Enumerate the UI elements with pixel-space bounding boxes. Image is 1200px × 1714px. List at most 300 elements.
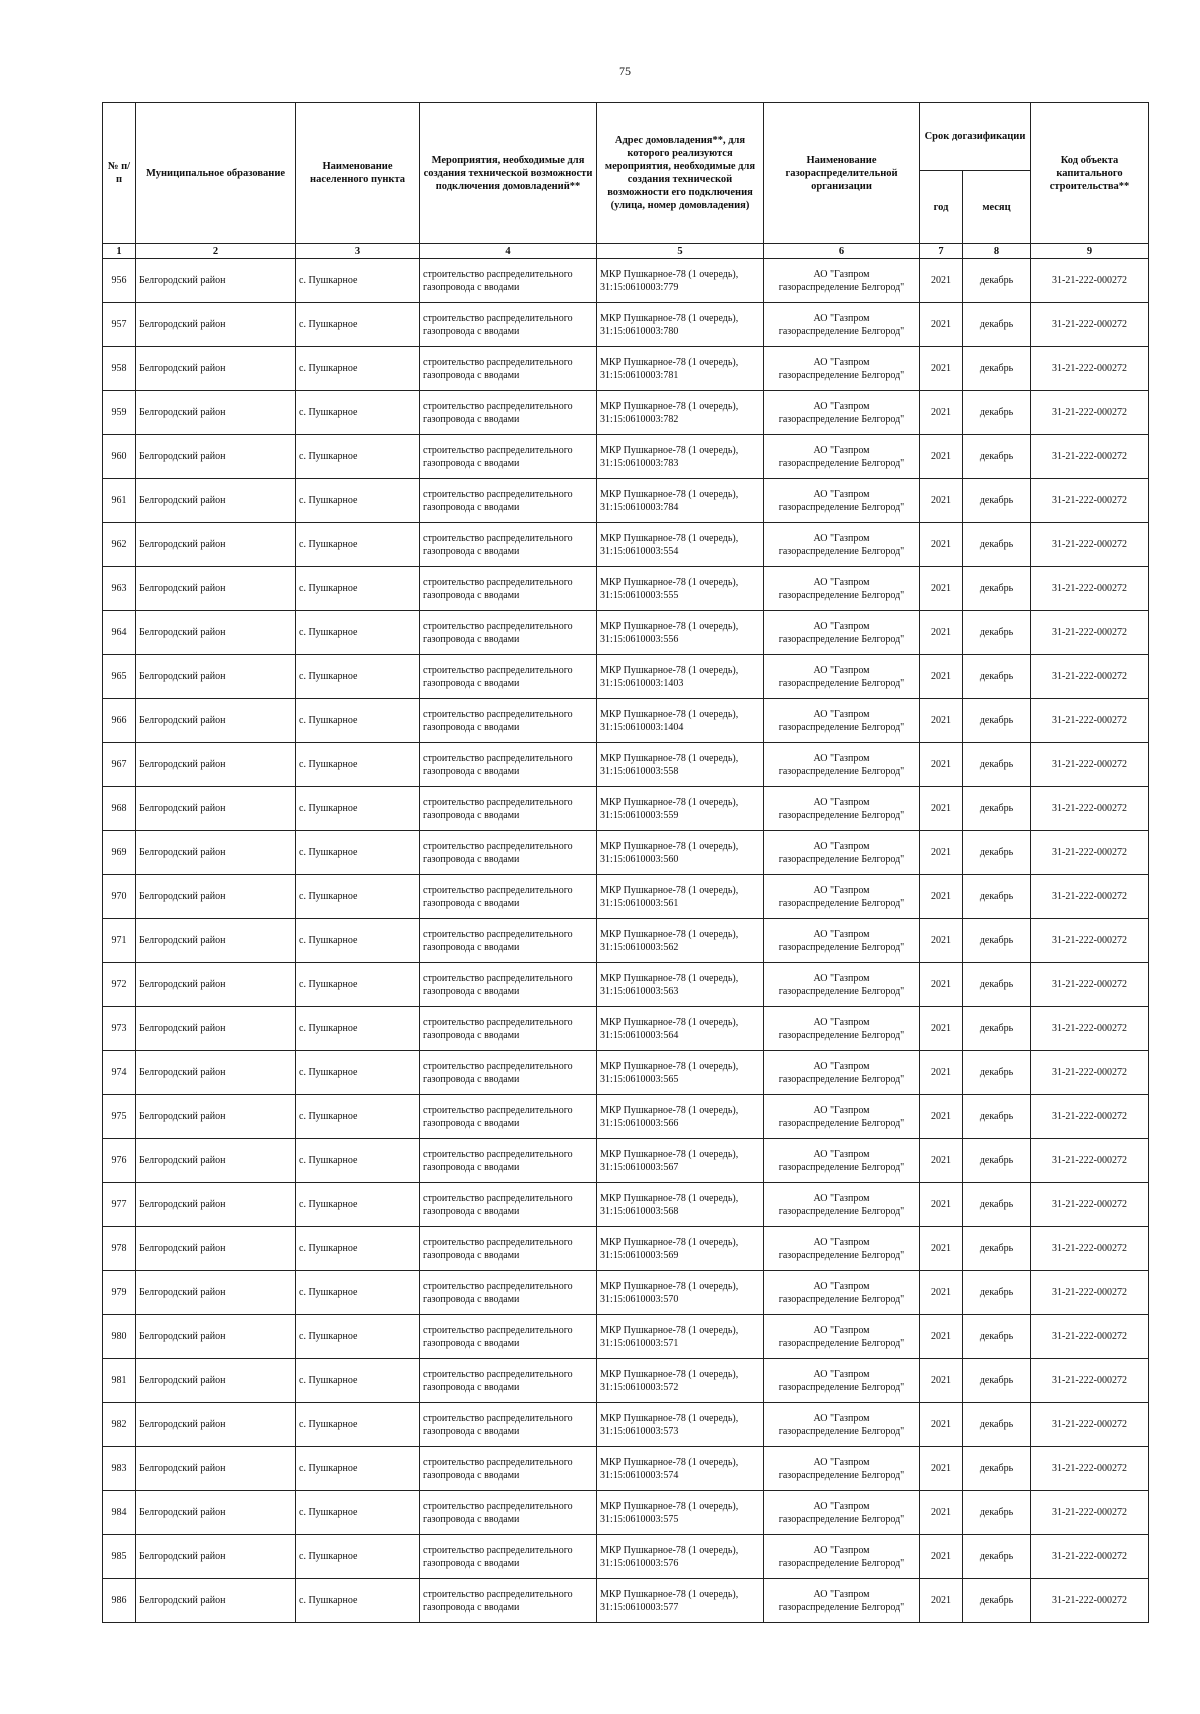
- row-gas-org: [764, 1447, 920, 1491]
- row-gas-org-line: газораспределение Белгород": [778, 941, 905, 953]
- row-address: [597, 1183, 764, 1227]
- row-cadastral-number: 31:15:0610003:782: [600, 413, 679, 425]
- column-number: 8: [963, 244, 1031, 259]
- row-address-line: МКР Пушкарное-78 (1 очередь),: [600, 1104, 739, 1116]
- row-gas-org: [764, 655, 920, 699]
- row-settlement: с. Пушкарное: [296, 1447, 420, 1491]
- row-address-line: МКР Пушкарное-78 (1 очередь),: [600, 1016, 739, 1028]
- column-number: 6: [764, 244, 920, 259]
- row-activity: строительство распределительного газопровода с вводами: [420, 523, 597, 567]
- row-gas-org: [764, 1403, 920, 1447]
- row-year: 2021: [920, 1315, 963, 1359]
- row-object-code: 31-21-222-000272: [1031, 875, 1149, 919]
- row-activity: строительство распределительного газопровода с вводами: [420, 963, 597, 1007]
- row-activity: строительство распределительного газопровода с вводами: [420, 1447, 597, 1491]
- row-municipality: Белгородский район: [136, 1271, 296, 1315]
- header-num: № п/п: [103, 103, 136, 244]
- row-gas-org-line: газораспределение Белгород": [778, 1161, 905, 1173]
- page-number: 75: [619, 64, 631, 78]
- row-address: [597, 1491, 764, 1535]
- row-activity: строительство распределительного газопровода с вводами: [420, 787, 597, 831]
- row-address-line: МКР Пушкарное-78 (1 очередь),: [600, 1412, 739, 1424]
- row-year: 2021: [920, 1403, 963, 1447]
- row-cadastral-number: 31:15:0610003:574: [600, 1469, 679, 1481]
- table-row: [103, 699, 1149, 743]
- row-number: 966: [103, 699, 136, 743]
- row-gas-org-line: газораспределение Белгород": [778, 633, 905, 645]
- row-year: 2021: [920, 611, 963, 655]
- row-number: 973: [103, 1007, 136, 1051]
- row-cadastral-number: 31:15:0610003:559: [600, 809, 679, 821]
- row-month: декабрь: [963, 1315, 1031, 1359]
- row-settlement: с. Пушкарное: [296, 435, 420, 479]
- header-municipality: Муниципальное образование: [136, 103, 296, 244]
- row-address: [597, 1535, 764, 1579]
- row-number: 974: [103, 1051, 136, 1095]
- row-cadastral-number: 31:15:0610003:571: [600, 1337, 679, 1349]
- row-municipality: Белгородский район: [136, 1491, 296, 1535]
- row-gas-org-line: АО "Газпром: [813, 444, 870, 456]
- row-address: [597, 699, 764, 743]
- row-object-code: 31-21-222-000272: [1031, 259, 1149, 303]
- row-number: 978: [103, 1227, 136, 1271]
- row-number: 965: [103, 655, 136, 699]
- table-row: [103, 743, 1149, 787]
- row-municipality: Белгородский район: [136, 259, 296, 303]
- row-address: [597, 391, 764, 435]
- row-cadastral-number: 31:15:0610003:572: [600, 1381, 679, 1393]
- row-number: 958: [103, 347, 136, 391]
- row-address-line: МКР Пушкарное-78 (1 очередь),: [600, 1368, 739, 1380]
- row-address-line: МКР Пушкарное-78 (1 очередь),: [600, 1148, 739, 1160]
- table-row: [103, 479, 1149, 523]
- row-activity: строительство распределительного газопровода с вводами: [420, 1579, 597, 1623]
- row-object-code: 31-21-222-000272: [1031, 963, 1149, 1007]
- row-activity: строительство распределительного газопровода с вводами: [420, 743, 597, 787]
- row-gas-org-line: газораспределение Белгород": [778, 809, 905, 821]
- row-address: [597, 919, 764, 963]
- row-month: декабрь: [963, 1579, 1031, 1623]
- row-year: 2021: [920, 347, 963, 391]
- row-number: 957: [103, 303, 136, 347]
- row-settlement: с. Пушкарное: [296, 1315, 420, 1359]
- row-address-line: МКР Пушкарное-78 (1 очередь),: [600, 796, 739, 808]
- row-address-line: МКР Пушкарное-78 (1 очередь),: [600, 1060, 739, 1072]
- row-address-line: МКР Пушкарное-78 (1 очередь),: [600, 1280, 739, 1292]
- row-gas-org-line: газораспределение Белгород": [778, 1293, 905, 1305]
- row-gas-org-line: АО "Газпром: [813, 1192, 870, 1204]
- row-settlement: с. Пушкарное: [296, 1183, 420, 1227]
- row-year: 2021: [920, 435, 963, 479]
- row-month: декабрь: [963, 1271, 1031, 1315]
- table-row: [103, 1007, 1149, 1051]
- row-number: 962: [103, 523, 136, 567]
- row-address: [597, 259, 764, 303]
- table-row: [103, 1095, 1149, 1139]
- row-gas-org: [764, 831, 920, 875]
- row-address-line: МКР Пушкарное-78 (1 очередь),: [600, 1456, 739, 1468]
- row-settlement: с. Пушкарное: [296, 831, 420, 875]
- row-settlement: с. Пушкарное: [296, 963, 420, 1007]
- column-number: 9: [1031, 244, 1149, 259]
- row-address-line: МКР Пушкарное-78 (1 очередь),: [600, 1324, 739, 1336]
- row-activity: строительство распределительного газопровода с вводами: [420, 655, 597, 699]
- row-month: декабрь: [963, 1183, 1031, 1227]
- row-activity: строительство распределительного газопровода с вводами: [420, 391, 597, 435]
- row-municipality: Белгородский район: [136, 1359, 296, 1403]
- row-settlement: с. Пушкарное: [296, 1095, 420, 1139]
- row-gas-org-line: АО "Газпром: [813, 1236, 870, 1248]
- row-municipality: Белгородский район: [136, 435, 296, 479]
- row-cadastral-number: 31:15:0610003:779: [600, 281, 679, 293]
- row-address: [597, 963, 764, 1007]
- row-month: декабрь: [963, 1359, 1031, 1403]
- row-gas-org-line: АО "Газпром: [813, 1104, 870, 1116]
- gasification-table: [102, 102, 1149, 1623]
- row-gas-org-line: газораспределение Белгород": [778, 545, 905, 557]
- row-gas-org: [764, 787, 920, 831]
- row-object-code: 31-21-222-000272: [1031, 611, 1149, 655]
- row-month: декабрь: [963, 567, 1031, 611]
- row-object-code: 31-21-222-000272: [1031, 1315, 1149, 1359]
- column-number: 2: [136, 244, 296, 259]
- row-gas-org-line: АО "Газпром: [813, 400, 870, 412]
- row-gas-org-line: газораспределение Белгород": [778, 1381, 905, 1393]
- row-activity: строительство распределительного газопровода с вводами: [420, 1315, 597, 1359]
- row-object-code: 31-21-222-000272: [1031, 919, 1149, 963]
- row-address-line: МКР Пушкарное-78 (1 очередь),: [600, 884, 739, 896]
- row-gas-org: [764, 963, 920, 1007]
- row-activity: строительство распределительного газопровода с вводами: [420, 1535, 597, 1579]
- row-address-line: МКР Пушкарное-78 (1 очередь),: [600, 1192, 739, 1204]
- row-number: 979: [103, 1271, 136, 1315]
- table-row: [103, 1183, 1149, 1227]
- header-settlement: Наименование населенного пункта: [296, 103, 420, 244]
- column-number: 7: [920, 244, 963, 259]
- row-gas-org-line: газораспределение Белгород": [778, 985, 905, 997]
- row-settlement: с. Пушкарное: [296, 1579, 420, 1623]
- row-activity: строительство распределительного газопровода с вводами: [420, 303, 597, 347]
- header-month: месяц: [963, 171, 1031, 244]
- row-activity: строительство распределительного газопровода с вводами: [420, 1007, 597, 1051]
- row-gas-org-line: газораспределение Белгород": [778, 1073, 905, 1085]
- row-month: декабрь: [963, 391, 1031, 435]
- row-activity: строительство распределительного газопровода с вводами: [420, 479, 597, 523]
- row-year: 2021: [920, 875, 963, 919]
- row-year: 2021: [920, 1007, 963, 1051]
- row-address: [597, 1359, 764, 1403]
- row-settlement: с. Пушкарное: [296, 919, 420, 963]
- header-deadline: Срок догазификации: [920, 103, 1031, 171]
- row-month: декабрь: [963, 787, 1031, 831]
- column-number-row: [103, 244, 1149, 259]
- row-object-code: 31-21-222-000272: [1031, 743, 1149, 787]
- row-settlement: с. Пушкарное: [296, 655, 420, 699]
- row-number: 969: [103, 831, 136, 875]
- row-gas-org: [764, 567, 920, 611]
- row-gas-org-line: газораспределение Белгород": [778, 1337, 905, 1349]
- row-address-line: МКР Пушкарное-78 (1 очередь),: [600, 708, 739, 720]
- row-gas-org: [764, 1271, 920, 1315]
- row-gas-org-line: АО "Газпром: [813, 1016, 870, 1028]
- row-object-code: 31-21-222-000272: [1031, 479, 1149, 523]
- row-gas-org-line: газораспределение Белгород": [778, 1425, 905, 1437]
- row-number: 982: [103, 1403, 136, 1447]
- row-gas-org-line: газораспределение Белгород": [778, 1029, 905, 1041]
- row-gas-org-line: АО "Газпром: [813, 1280, 870, 1292]
- row-month: декабрь: [963, 1227, 1031, 1271]
- row-address: [597, 1051, 764, 1095]
- row-address: [597, 1095, 764, 1139]
- table-row: [103, 787, 1149, 831]
- row-settlement: с. Пушкарное: [296, 391, 420, 435]
- row-cadastral-number: 31:15:0610003:554: [600, 545, 679, 557]
- row-year: 2021: [920, 1183, 963, 1227]
- row-activity: строительство распределительного газопровода с вводами: [420, 1095, 597, 1139]
- row-year: 2021: [920, 1051, 963, 1095]
- row-settlement: с. Пушкарное: [296, 479, 420, 523]
- row-address: [597, 435, 764, 479]
- table-row: [103, 1315, 1149, 1359]
- row-object-code: 31-21-222-000272: [1031, 1491, 1149, 1535]
- row-year: 2021: [920, 259, 963, 303]
- row-object-code: 31-21-222-000272: [1031, 435, 1149, 479]
- header-year: год: [920, 171, 963, 244]
- table-row: [103, 435, 1149, 479]
- row-gas-org-line: АО "Газпром: [813, 1412, 870, 1424]
- row-address: [597, 1315, 764, 1359]
- row-number: 981: [103, 1359, 136, 1403]
- row-gas-org-line: АО "Газпром: [813, 1368, 870, 1380]
- row-address: [597, 479, 764, 523]
- row-number: 980: [103, 1315, 136, 1359]
- table-row: [103, 875, 1149, 919]
- row-gas-org-line: АО "Газпром: [813, 884, 870, 896]
- row-settlement: с. Пушкарное: [296, 787, 420, 831]
- row-address: [597, 611, 764, 655]
- row-gas-org: [764, 479, 920, 523]
- row-address: [597, 303, 764, 347]
- row-number: 985: [103, 1535, 136, 1579]
- row-gas-org-line: АО "Газпром: [813, 1500, 870, 1512]
- row-number: 975: [103, 1095, 136, 1139]
- row-gas-org-line: АО "Газпром: [813, 796, 870, 808]
- row-settlement: с. Пушкарное: [296, 567, 420, 611]
- row-month: декабрь: [963, 347, 1031, 391]
- row-cadastral-number: 31:15:0610003:783: [600, 457, 679, 469]
- row-municipality: Белгородский район: [136, 1183, 296, 1227]
- row-activity: строительство распределительного газопровода с вводами: [420, 1359, 597, 1403]
- row-address-line: МКР Пушкарное-78 (1 очередь),: [600, 752, 739, 764]
- row-gas-org-line: газораспределение Белгород": [778, 1249, 905, 1261]
- row-address-line: МКР Пушкарное-78 (1 очередь),: [600, 268, 739, 280]
- row-settlement: с. Пушкарное: [296, 1271, 420, 1315]
- row-year: 2021: [920, 1271, 963, 1315]
- row-gas-org: [764, 1315, 920, 1359]
- row-gas-org-line: АО "Газпром: [813, 1148, 870, 1160]
- row-municipality: Белгородский район: [136, 1403, 296, 1447]
- column-number: 3: [296, 244, 420, 259]
- row-gas-org-line: газораспределение Белгород": [778, 325, 905, 337]
- row-gas-org-line: газораспределение Белгород": [778, 281, 905, 293]
- column-number: 1: [103, 244, 136, 259]
- row-municipality: Белгородский район: [136, 1051, 296, 1095]
- row-activity: строительство распределительного газопровода с вводами: [420, 1271, 597, 1315]
- row-gas-org: [764, 1051, 920, 1095]
- row-address-line: МКР Пушкарное-78 (1 очередь),: [600, 620, 739, 632]
- row-gas-org-line: АО "Газпром: [813, 268, 870, 280]
- row-cadastral-number: 31:15:0610003:577: [600, 1601, 679, 1613]
- row-year: 2021: [920, 1227, 963, 1271]
- row-cadastral-number: 31:15:0610003:558: [600, 765, 679, 777]
- row-gas-org-line: газораспределение Белгород": [778, 501, 905, 513]
- row-gas-org-line: газораспределение Белгород": [778, 721, 905, 733]
- row-month: декабрь: [963, 963, 1031, 1007]
- row-object-code: 31-21-222-000272: [1031, 699, 1149, 743]
- row-year: 2021: [920, 1139, 963, 1183]
- table-row: [103, 259, 1149, 303]
- row-number: 976: [103, 1139, 136, 1183]
- row-address-line: МКР Пушкарное-78 (1 очередь),: [600, 400, 739, 412]
- table-row: [103, 831, 1149, 875]
- row-gas-org: [764, 875, 920, 919]
- row-number: 983: [103, 1447, 136, 1491]
- row-gas-org-line: АО "Газпром: [813, 576, 870, 588]
- row-object-code: 31-21-222-000272: [1031, 1359, 1149, 1403]
- row-year: 2021: [920, 743, 963, 787]
- row-activity: строительство распределительного газопровода с вводами: [420, 1227, 597, 1271]
- row-gas-org-line: АО "Газпром: [813, 972, 870, 984]
- row-municipality: Белгородский район: [136, 1535, 296, 1579]
- row-number: 960: [103, 435, 136, 479]
- row-address-line: МКР Пушкарное-78 (1 очередь),: [600, 1236, 739, 1248]
- table-row: [103, 1271, 1149, 1315]
- row-month: декабрь: [963, 611, 1031, 655]
- table-row: [103, 1403, 1149, 1447]
- row-month: декабрь: [963, 479, 1031, 523]
- table-row: [103, 391, 1149, 435]
- header-address: Адрес домовладения**, для которого реализуются мероприятия, необходимые для создания технической возможности его подключения (улица, номер домовладения): [597, 103, 764, 244]
- row-address: [597, 655, 764, 699]
- row-municipality: Белгородский район: [136, 787, 296, 831]
- row-gas-org-line: газораспределение Белгород": [778, 765, 905, 777]
- row-address: [597, 831, 764, 875]
- row-municipality: Белгородский район: [136, 875, 296, 919]
- row-gas-org-line: газораспределение Белгород": [778, 677, 905, 689]
- table-row: [103, 611, 1149, 655]
- row-cadastral-number: 31:15:0610003:562: [600, 941, 679, 953]
- row-number: 977: [103, 1183, 136, 1227]
- row-municipality: Белгородский район: [136, 1007, 296, 1051]
- row-year: 2021: [920, 479, 963, 523]
- row-municipality: Белгородский район: [136, 699, 296, 743]
- row-gas-org-line: АО "Газпром: [813, 620, 870, 632]
- row-activity: строительство распределительного газопровода с вводами: [420, 1491, 597, 1535]
- table-row: [103, 1491, 1149, 1535]
- row-activity: строительство распределительного газопровода с вводами: [420, 699, 597, 743]
- row-year: 2021: [920, 1359, 963, 1403]
- row-number: 984: [103, 1491, 136, 1535]
- row-gas-org: [764, 303, 920, 347]
- row-object-code: 31-21-222-000272: [1031, 347, 1149, 391]
- row-address: [597, 743, 764, 787]
- row-activity: строительство распределительного газопровода с вводами: [420, 1183, 597, 1227]
- row-address: [597, 1139, 764, 1183]
- row-gas-org-line: АО "Газпром: [813, 752, 870, 764]
- row-municipality: Белгородский район: [136, 963, 296, 1007]
- row-number: 959: [103, 391, 136, 435]
- row-month: декабрь: [963, 1535, 1031, 1579]
- table-row: [103, 1359, 1149, 1403]
- row-address: [597, 1271, 764, 1315]
- row-number: 956: [103, 259, 136, 303]
- row-gas-org-line: АО "Газпром: [813, 1544, 870, 1556]
- row-object-code: 31-21-222-000272: [1031, 1579, 1149, 1623]
- row-gas-org-line: АО "Газпром: [813, 356, 870, 368]
- row-gas-org-line: газораспределение Белгород": [778, 1513, 905, 1525]
- row-gas-org-line: АО "Газпром: [813, 840, 870, 852]
- row-object-code: 31-21-222-000272: [1031, 303, 1149, 347]
- row-activity: строительство распределительного газопровода с вводами: [420, 875, 597, 919]
- row-object-code: 31-21-222-000272: [1031, 1007, 1149, 1051]
- row-municipality: Белгородский район: [136, 523, 296, 567]
- row-number: 970: [103, 875, 136, 919]
- row-gas-org-line: газораспределение Белгород": [778, 369, 905, 381]
- header-activities: Мероприятия, необходимые для создания технической возможности подключения домовладений**: [420, 103, 597, 244]
- row-month: декабрь: [963, 1095, 1031, 1139]
- row-settlement: с. Пушкарное: [296, 1007, 420, 1051]
- row-month: декабрь: [963, 1139, 1031, 1183]
- row-month: декабрь: [963, 523, 1031, 567]
- row-municipality: Белгородский район: [136, 567, 296, 611]
- row-gas-org: [764, 435, 920, 479]
- row-activity: строительство распределительного газопровода с вводами: [420, 1403, 597, 1447]
- row-year: 2021: [920, 391, 963, 435]
- row-settlement: с. Пушкарное: [296, 1359, 420, 1403]
- row-municipality: Белгородский район: [136, 743, 296, 787]
- table-row: [103, 1535, 1149, 1579]
- row-address: [597, 1227, 764, 1271]
- row-gas-org-line: газораспределение Белгород": [778, 1557, 905, 1569]
- row-number: 961: [103, 479, 136, 523]
- row-gas-org-line: АО "Газпром: [813, 1060, 870, 1072]
- table-row: [103, 347, 1149, 391]
- row-gas-org-line: газораспределение Белгород": [778, 413, 905, 425]
- row-gas-org-line: газораспределение Белгород": [778, 853, 905, 865]
- row-gas-org-line: газораспределение Белгород": [778, 897, 905, 909]
- row-settlement: с. Пушкарное: [296, 1535, 420, 1579]
- row-gas-org: [764, 919, 920, 963]
- row-settlement: с. Пушкарное: [296, 1051, 420, 1095]
- row-cadastral-number: 31:15:0610003:561: [600, 897, 679, 909]
- table-row: [103, 1447, 1149, 1491]
- table-row: [103, 567, 1149, 611]
- table-row: [103, 655, 1149, 699]
- row-settlement: с. Пушкарное: [296, 1491, 420, 1535]
- row-gas-org: [764, 1579, 920, 1623]
- row-month: декабрь: [963, 699, 1031, 743]
- row-gas-org: [764, 1491, 920, 1535]
- row-municipality: Белгородский район: [136, 1447, 296, 1491]
- row-activity: строительство распределительного газопровода с вводами: [420, 1051, 597, 1095]
- row-number: 986: [103, 1579, 136, 1623]
- row-activity: строительство распределительного газопровода с вводами: [420, 831, 597, 875]
- table-row: [103, 963, 1149, 1007]
- row-cadastral-number: 31:15:0610003:555: [600, 589, 679, 601]
- header-row: [103, 103, 1149, 171]
- row-gas-org: [764, 391, 920, 435]
- row-cadastral-number: 31:15:0610003:565: [600, 1073, 679, 1085]
